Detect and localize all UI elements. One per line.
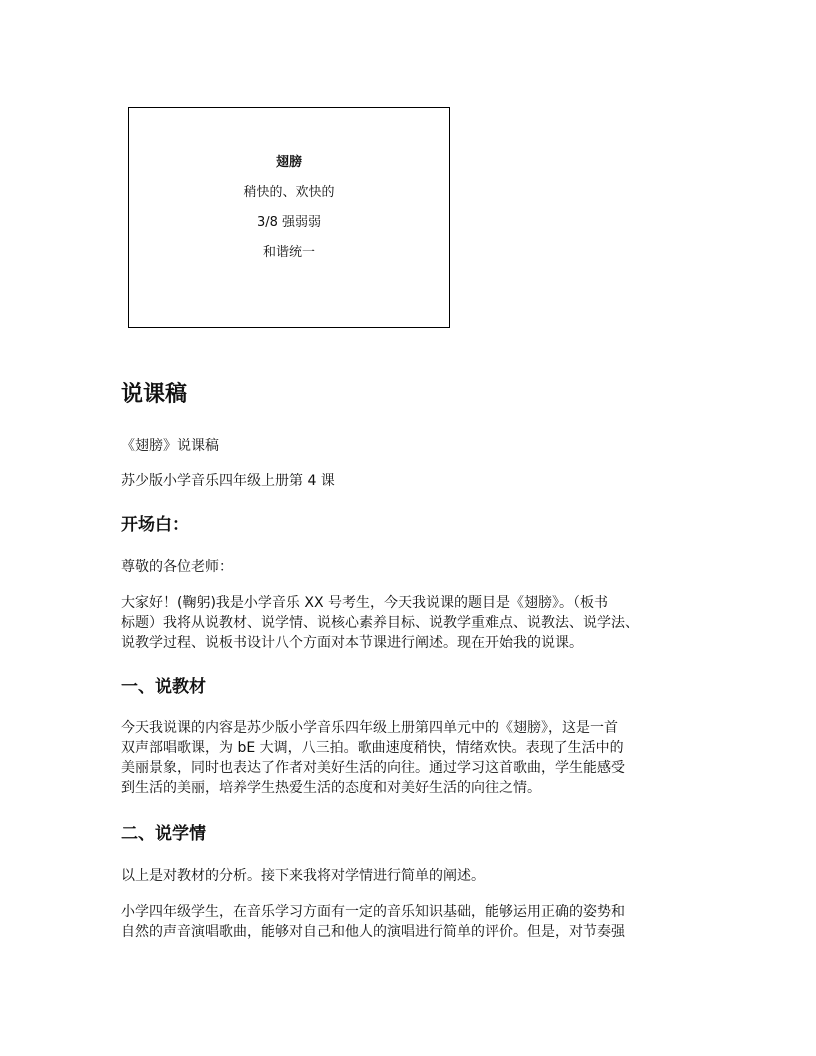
section1-line: 双声部唱歌课，为 bE 大调，八三拍。歌曲速度稍快，情绪欢快。表现了生活中的 bbox=[121, 740, 624, 756]
intro-line: 大家好！(鞠躬)我是小学音乐 XX 号考生，今天我说课的题目是《翅膀》。（板书 bbox=[121, 595, 609, 611]
board-line-harmony: 和谐统一 bbox=[262, 245, 315, 260]
section2-paragraph bbox=[121, 902, 711, 942]
page-title: 说课稿 bbox=[121, 382, 188, 407]
intro-paragraph bbox=[121, 593, 711, 653]
section1-paragraph bbox=[121, 718, 711, 798]
section1-line: 到生活的美丽，培养学生热爱生活的态度和对美好生活的向往之情。 bbox=[121, 780, 541, 796]
section2-intro: 以上是对教材的分析。接下来我将对学情进行简单的阐述。 bbox=[121, 868, 485, 884]
blackboard-design-box bbox=[128, 107, 450, 328]
board-title: 翅膀 bbox=[275, 155, 302, 170]
intro-line: 标题）我将从说教材、说学情、说核心素养目标、说教学重难点、说教法、说学法、 bbox=[121, 615, 639, 631]
section1-heading: 一、说教材 bbox=[121, 677, 206, 697]
intro-line: 说教学过程、说板书设计八个方面对本节课进行阐述。现在开始我的说课。 bbox=[121, 635, 583, 651]
section2-line: 自然的声音演唱歌曲，能够对自己和他人的演唱进行简单的评价。但是，对节奏强 bbox=[121, 924, 625, 940]
doc-subtitle: 《翅膀》说课稿 bbox=[121, 438, 219, 454]
section2-heading: 二、说学情 bbox=[121, 824, 206, 844]
doc-edition: 苏少版小学音乐四年级上册第 4 课 bbox=[121, 473, 335, 489]
greeting: 尊敬的各位老师： bbox=[121, 559, 233, 575]
section1-line: 今天我说课的内容是苏少版小学音乐四年级上册第四单元中的《翅膀》，这是一首 bbox=[121, 720, 618, 736]
board-line-mood: 稍快的、欢快的 bbox=[243, 185, 335, 200]
board-line-meter: 3/8 强弱弱 bbox=[256, 215, 322, 230]
section2-line: 小学四年级学生，在音乐学习方面有一定的音乐知识基础，能够运用正确的姿势和 bbox=[121, 904, 625, 920]
opening-heading: 开场白： bbox=[121, 515, 189, 535]
section1-line: 美丽景象，同时也表达了作者对美好生活的向往。通过学习这首歌曲，学生能感受 bbox=[121, 760, 625, 776]
